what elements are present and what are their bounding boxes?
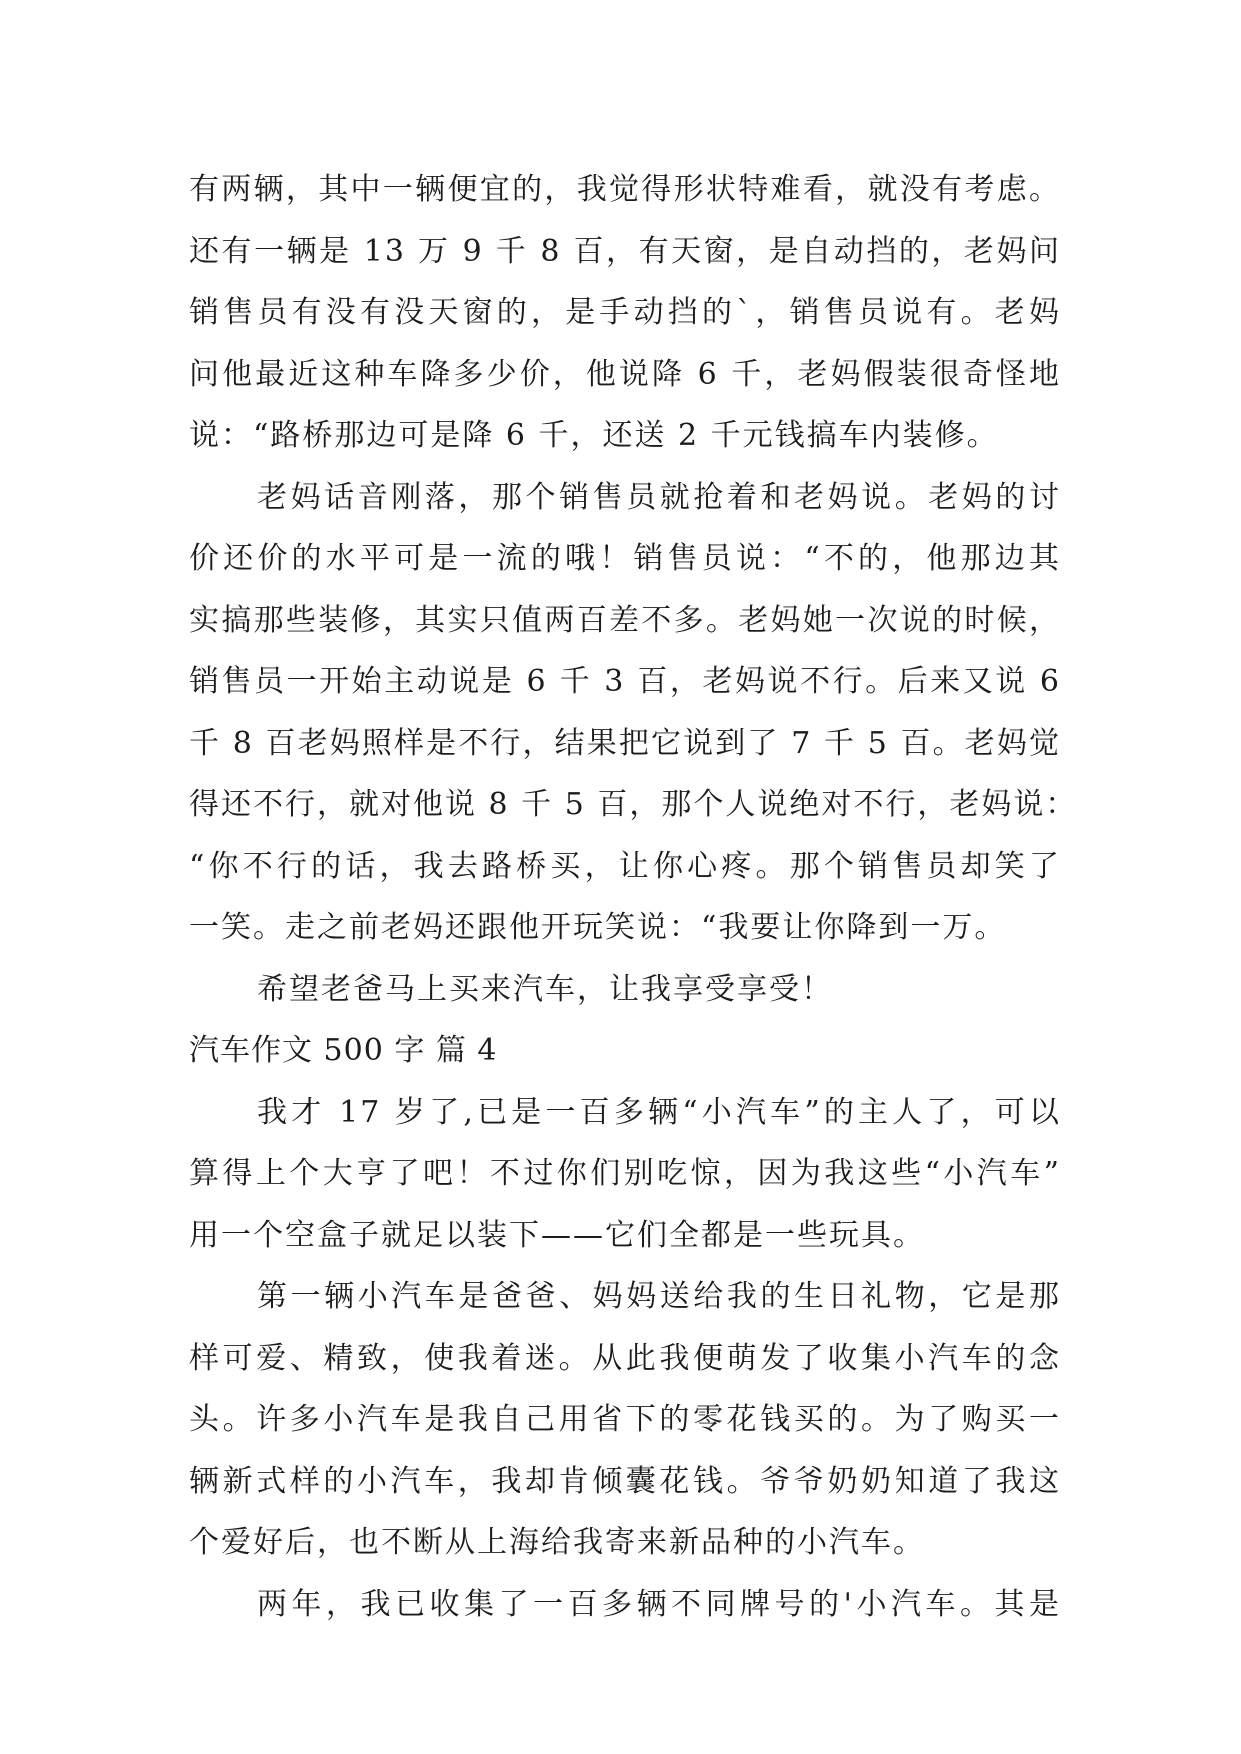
paragraph-line: 一笑。走之前老妈还跟他开玩笑说：“我要让你降到一万。: [189, 910, 1007, 945]
paragraph-line: 辆新式样的小汽车，我却肯倾囊花钱。爷爷奶奶知道了我这: [189, 1463, 1061, 1499]
paragraph-line: 两年，我已收集了一百多辆不同牌号的'小汽车。其是: [257, 1586, 1061, 1622]
paragraph-line: 第一辆小汽车是爸爸、妈妈送给我的生日礼物，它是那: [257, 1279, 1061, 1314]
paragraph-line: 头。许多小汽车是我自己用省下的零花钱买的。为了购买一: [189, 1402, 1061, 1437]
paragraph-line: 样可爱、精致，使我着迷。从此我便萌发了收集小汽车的念: [189, 1340, 1061, 1376]
paragraph-line: 用一个空盒子就足以装下——它们全都是一些玩具。: [189, 1217, 925, 1253]
paragraph-line: “你不行的话，我去路桥买，让你心疼。那个销售员却笑了: [189, 848, 1061, 884]
paragraph-line: 得还不行，就对他说 8 千 5 百，那个人说绝对不行，老妈说：: [189, 787, 1078, 822]
paragraph-line: 个爱好后，也不断从上海给我寄来新品种的小汽车。: [189, 1525, 925, 1560]
paragraph-line: 千 8 百老妈照样是不行，结果把它说到了 7 千 5 百。老妈觉: [189, 725, 1061, 761]
paragraph-line: 老妈话音刚落，那个销售员就抢着和老妈说。老妈的讨: [257, 479, 1061, 515]
paragraph-line: 我才 17 岁了,已是一百多辆“小汽车”的主人了，可以: [257, 1094, 1061, 1130]
section-heading: 汽车作文 500 字 篇 4: [189, 1033, 498, 1068]
paragraph-line: 有两辆，其中一辆便宜的，我觉得形状特难看，就没有考虑。: [189, 172, 1061, 207]
paragraph-line: 还有一辆是 13 万 9 千 8 百，有天窗，是自动挡的，老妈问: [189, 233, 1061, 269]
paragraph-line: 销售员有没有没天窗的，是手动挡的`，销售员说有。老妈: [189, 295, 1061, 330]
paragraph-line: 希望老爸马上买来汽车，让我享受享受！: [257, 971, 833, 1007]
paragraph-line: 价还价的水平可是一流的哦！销售员说：“不的，他那边其: [189, 541, 1061, 576]
paragraph-line: 实搞那些装修，其实只值两百差不多。老妈她一次说的时候，: [189, 602, 1061, 638]
paragraph-line: 销售员一开始主动说是 6 千 3 百，老妈说不行。后来又说 6: [189, 664, 1061, 699]
paragraph-line: 问他最近这种车降多少价，他说降 6 千，老妈假装很奇怪地: [189, 356, 1061, 392]
paragraph-line: 说：“路桥那边可是降 6 千，还送 2 千元钱搞车内装修。: [189, 418, 999, 453]
article-body: [189, 159, 1078, 1635]
paragraph-line: 算得上个大亨了吧！不过你们别吃惊，因为我这些“小汽车”: [189, 1156, 1061, 1191]
